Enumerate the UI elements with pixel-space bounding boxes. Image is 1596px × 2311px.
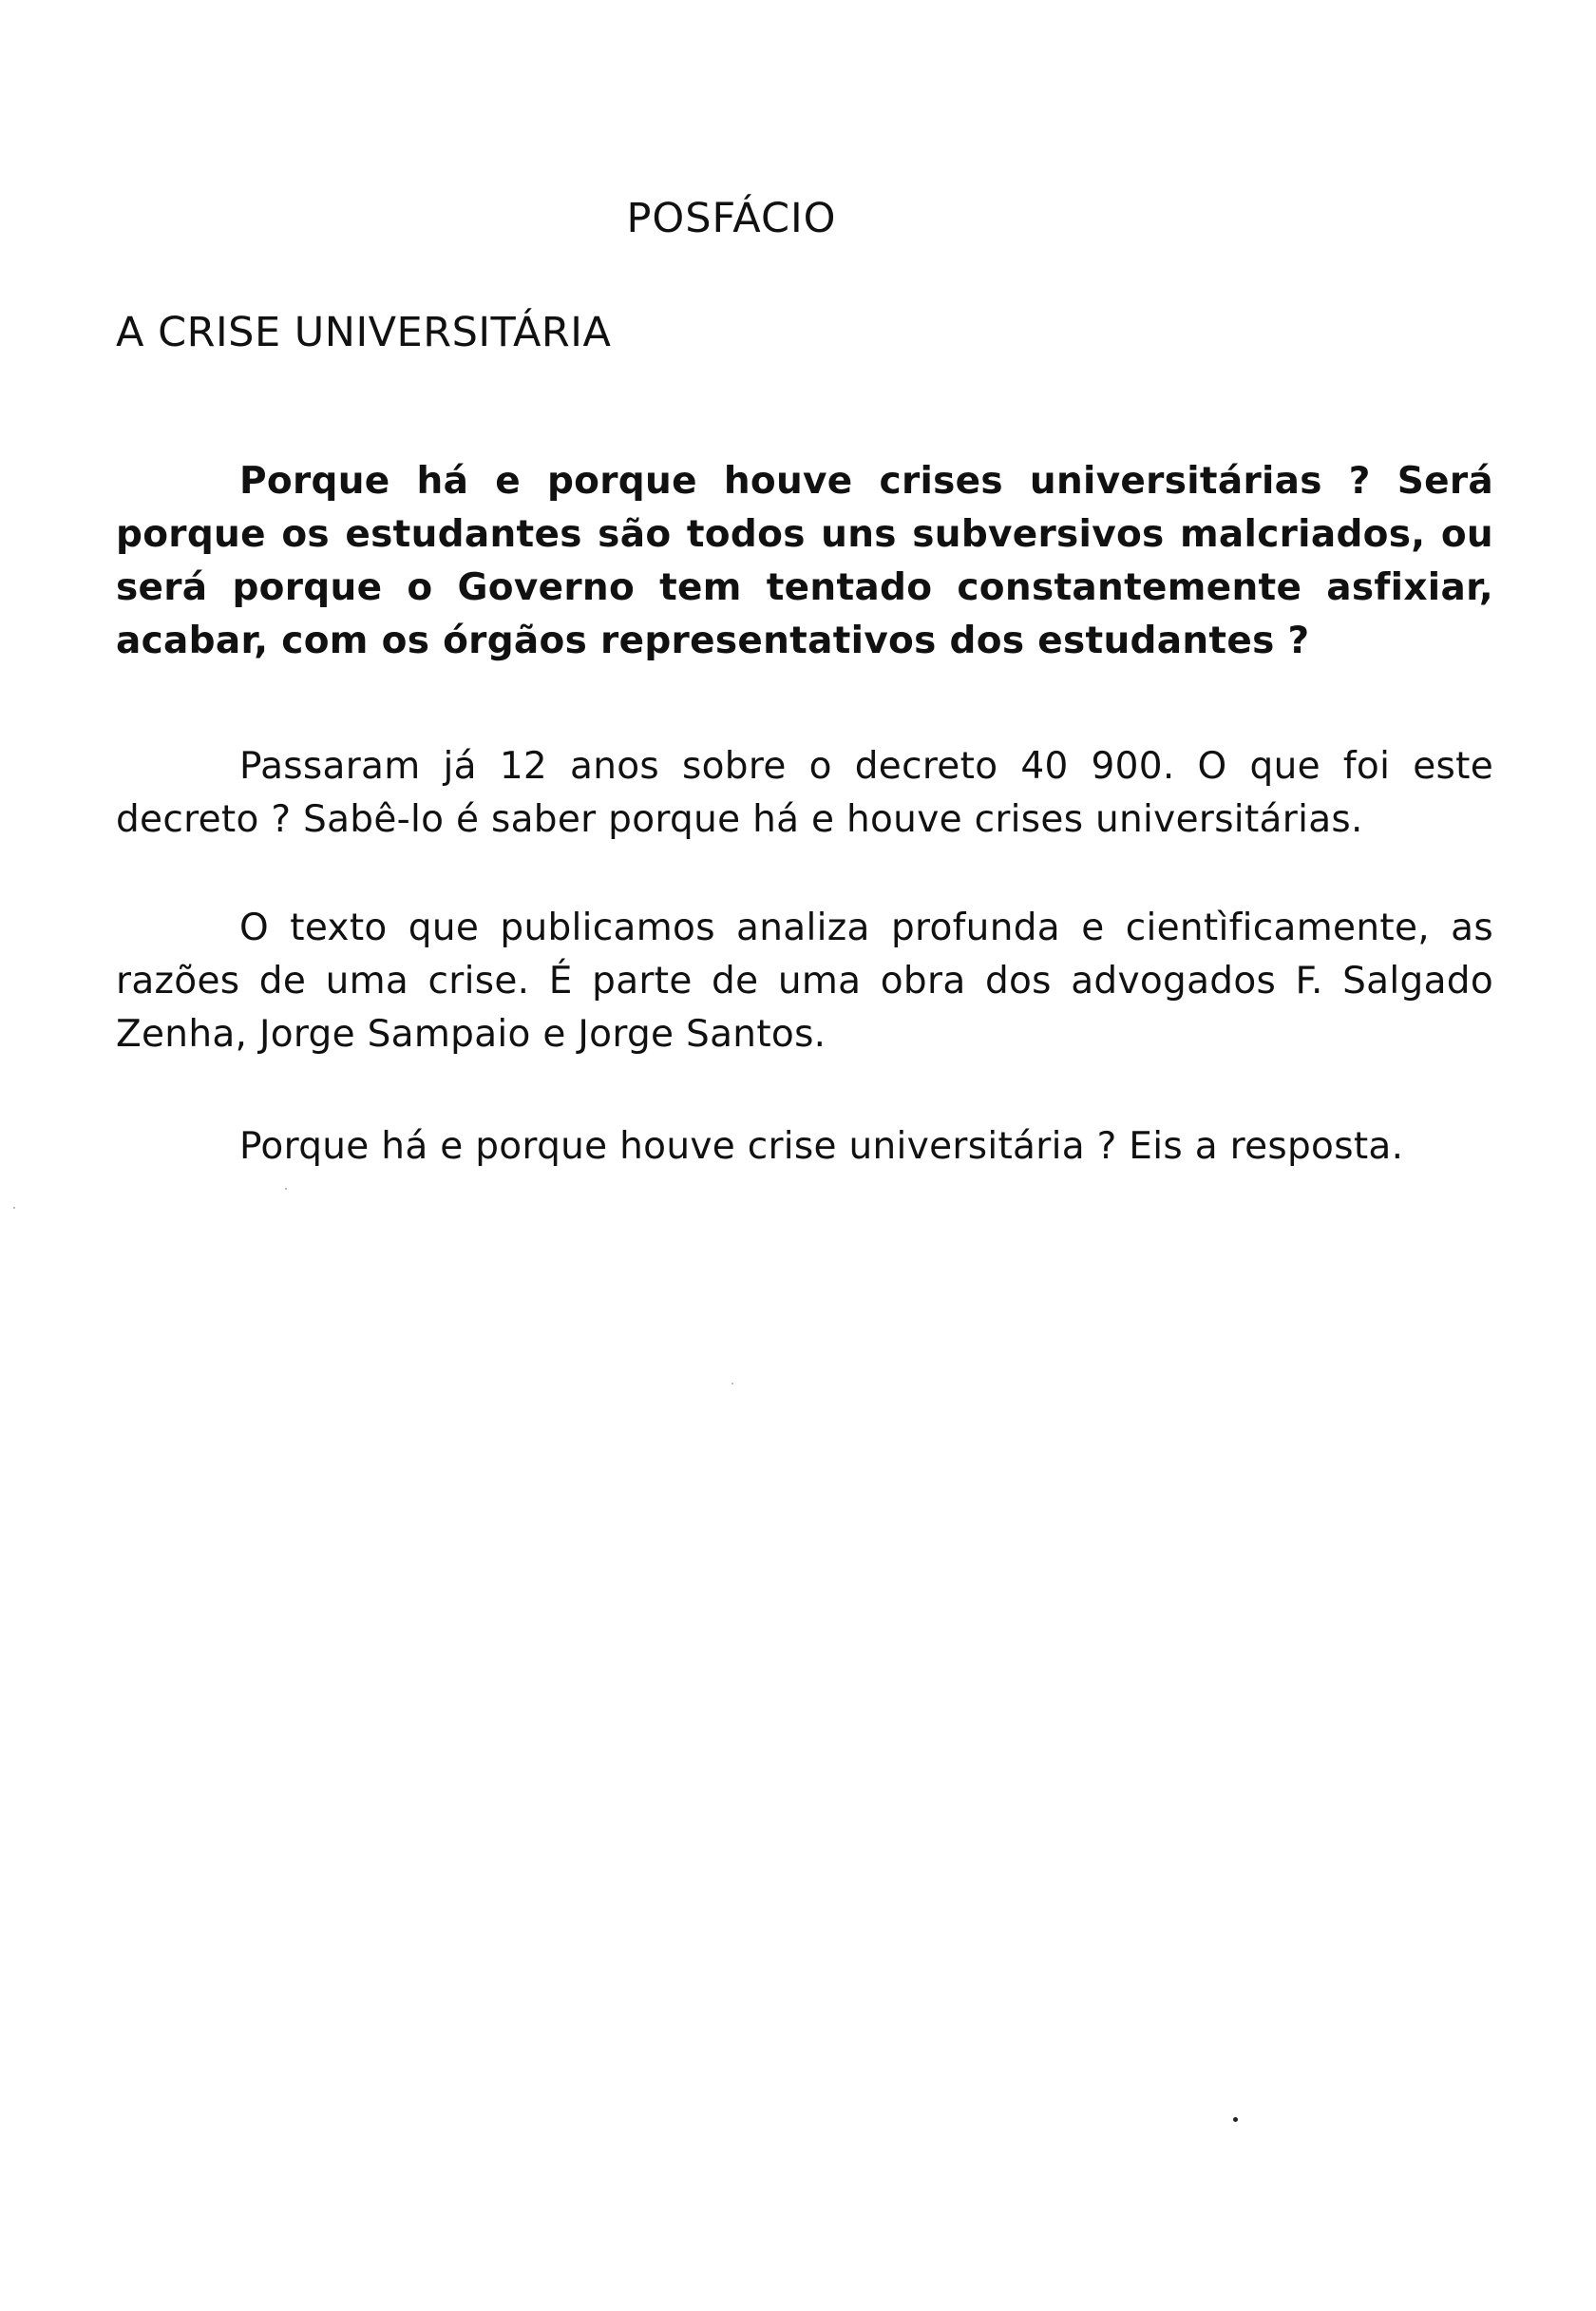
section-heading: A CRISE UNIVERSITÁRIA xyxy=(116,309,612,356)
page-title: POSFÁCIO xyxy=(626,195,837,242)
ink-speck xyxy=(1233,2117,1238,2122)
paragraph-2: Passaram já 12 anos sobre o decreto 40 900. O que foi este decreto ? Sabê-lo é saber porque há e houve crises universitárias. xyxy=(116,745,1493,841)
paragraph-1: Porque há e porque houve crises universitárias ? Será porque os estudantes são todos uns subversivos malcriados, ou será porque o Governo tem tentado constantemente asfixiar, acabar, com os órgãos representativos dos estudantes ? xyxy=(116,460,1493,662)
scan-dust xyxy=(285,1188,287,1190)
paragraph-4: Porque há e porque houve crise universitária ? Eis a resposta. xyxy=(239,1125,1404,1168)
scan-dust xyxy=(13,1207,15,1209)
paragraph-3: O texto que publicamos analiza profunda e cientìficamente, as razões de uma crise. É parte de uma obra dos advogados F. Salgado Zenha, Jorge Sampaio e Jorge Santos. xyxy=(116,907,1493,1056)
scan-dust xyxy=(732,1383,733,1385)
